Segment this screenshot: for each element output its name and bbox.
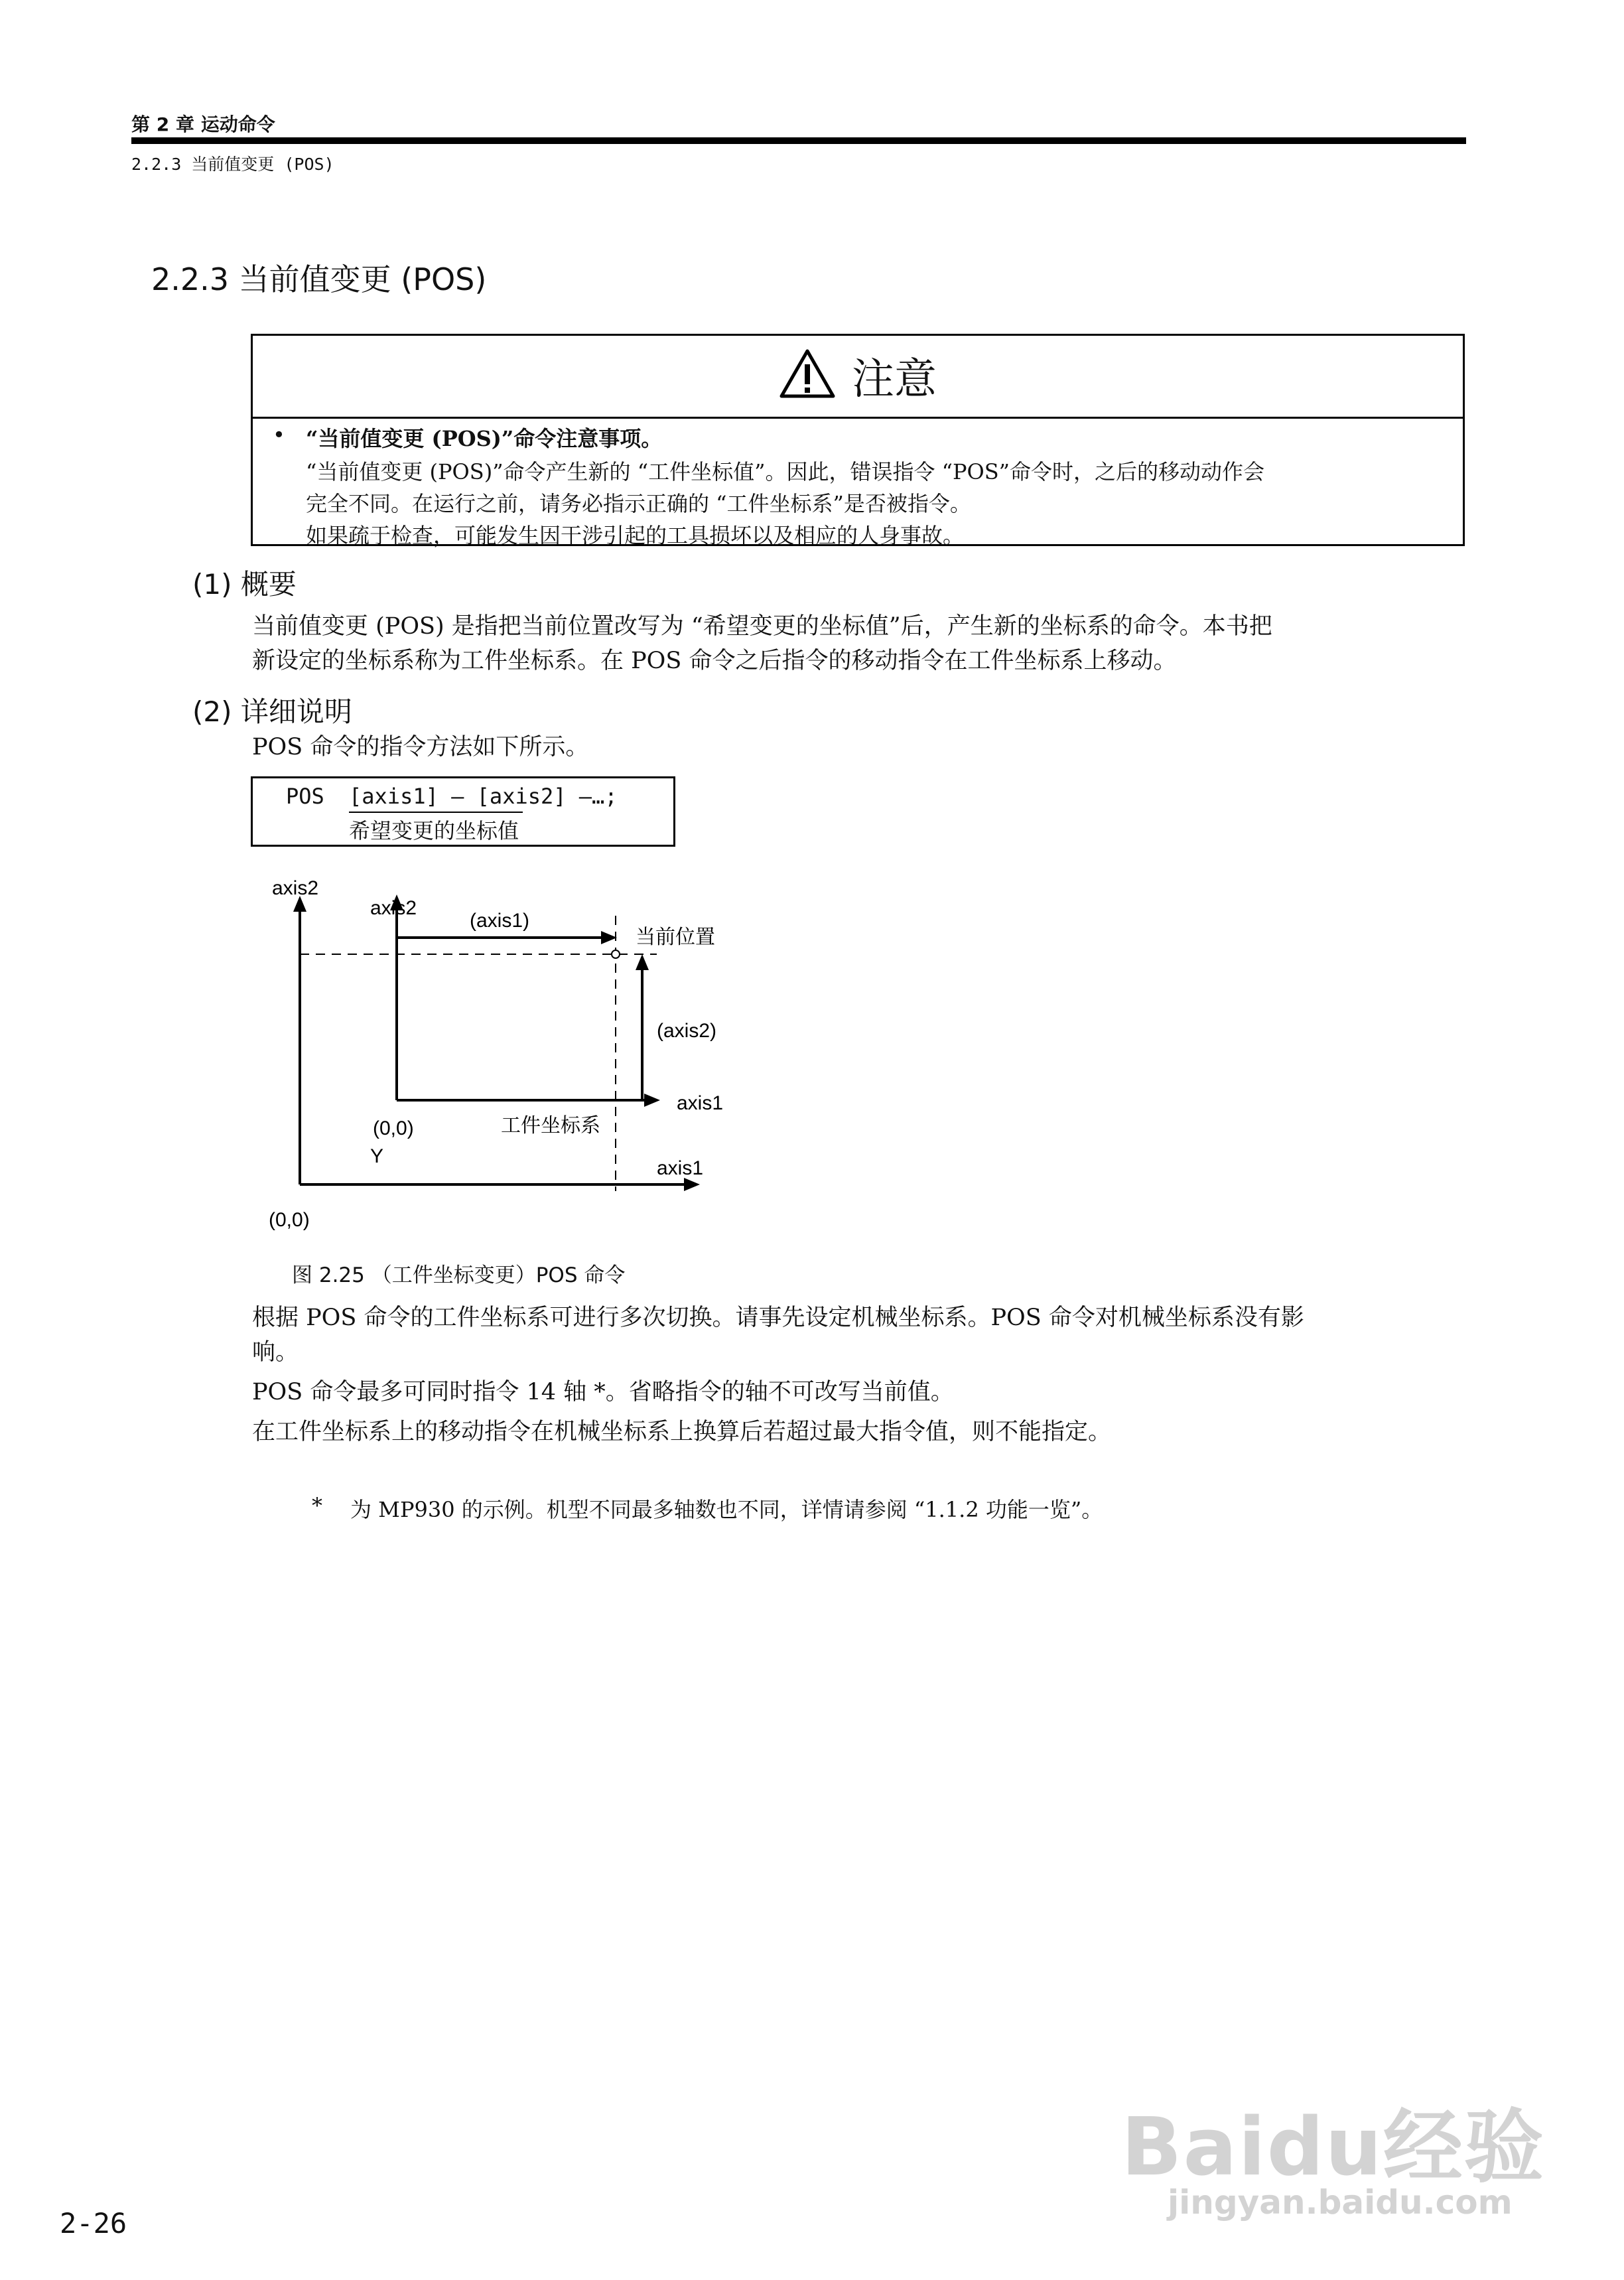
syntax-underline xyxy=(349,812,523,813)
details-heading: (2) 详细说明 xyxy=(192,695,352,728)
caution-title-row xyxy=(253,345,1463,406)
inner-origin-label: (0,0) xyxy=(373,1117,414,1139)
axis2-move-arrowhead xyxy=(636,954,649,970)
outer-y-axis-label: axis2 xyxy=(272,877,319,899)
syntax-description: 希望变更的坐标值 xyxy=(349,818,519,843)
footnote-mark: * xyxy=(312,1493,322,1518)
syntax-box xyxy=(251,776,675,847)
body-paragraph: POS 命令最多可同时指令 14 轴 *。省略指令的轴不可改写当前值。 xyxy=(252,1379,954,1405)
caution-line: 完全不同。在运行之前，请务必指示正确的 “工件坐标系”是否被指令。 xyxy=(306,491,971,516)
pos-coordinate-diagram xyxy=(259,869,763,1241)
details-intro: POS 命令的指令方法如下所示。 xyxy=(252,734,589,760)
current-position-marker xyxy=(612,950,620,958)
header-rule xyxy=(131,137,1466,144)
overview-paragraph-line: 新设定的坐标系称为工件坐标系。在 POS 命令之后指令的移动指令在工件坐标系上移动。 xyxy=(252,648,1177,674)
overview-heading: (1) 概要 xyxy=(192,568,297,601)
caution-line: “当前值变更 (POS)”命令注意事项。 xyxy=(306,426,663,451)
axis1-move-arrowhead xyxy=(601,931,617,944)
caution-title: 注意 xyxy=(852,355,937,404)
inner-y-axis-label: axis2 xyxy=(370,897,417,919)
body-paragraph-line: 响。 xyxy=(252,1339,299,1366)
baidu-watermark xyxy=(1121,2070,1546,2236)
syntax-arguments: [axis1] — [axis2] —…; xyxy=(349,784,618,809)
figure-caption: 图 2.25 （工件坐标变更）POS 命令 xyxy=(292,1263,626,1287)
work-coordinate-label: 工件坐标系 xyxy=(501,1115,600,1137)
chapter-header: 第 2 章 运动命令 xyxy=(131,113,275,135)
page-number: 2-26 xyxy=(60,2207,127,2240)
section-title: 2.2.3 当前值变更 (POS) xyxy=(151,261,487,297)
caution-header xyxy=(253,336,1463,419)
caution-bullet: • xyxy=(273,422,285,447)
outer-x-arrowhead xyxy=(684,1178,700,1191)
caution-line: 如果疏于检查，可能发生因干涉引起的工具损坏以及相应的人身事故。 xyxy=(306,523,965,548)
section-header: 2.2.3 当前值变更 (POS) xyxy=(131,155,334,174)
caution-line: “当前值变更 (POS)”命令产生新的 “工件坐标值”。因此，错误指令 “POS”命令时，之后的移动动作会 xyxy=(306,459,1265,484)
axis2-move-label: (axis2) xyxy=(657,1020,717,1042)
caution-box xyxy=(251,334,1465,546)
outer-x-axis-label: axis1 xyxy=(657,1157,704,1179)
watermark-brand: Baidu经验 xyxy=(1121,2102,1545,2194)
inner-x-arrowhead xyxy=(644,1094,660,1107)
outer-origin-label: (0,0) xyxy=(269,1209,310,1231)
axis1-move-label: (axis1) xyxy=(470,910,530,932)
inner-origin-sublabel: Y xyxy=(370,1145,384,1167)
watermark-url: jingyan.baidu.com xyxy=(1168,2183,1513,2222)
syntax-command: POS xyxy=(286,784,324,809)
footnote-text: 为 MP930 的示例。机型不同最多轴数也不同，详情请参阅 “1.1.2 功能一览”。 xyxy=(350,1497,1103,1522)
body-paragraph: 在工件坐标系上的移动指令在机械坐标系上换算后若超过最大指令值，则不能指定。 xyxy=(252,1419,1112,1445)
overview-paragraph-line: 当前值变更 (POS) 是指把当前位置改写为 “希望变更的坐标值”后，产生新的坐标系的命令。本书把 xyxy=(252,613,1272,640)
body-paragraph-line: 根据 POS 命令的工件坐标系可进行多次切换。请事先设定机械坐标系。POS 命令对机械坐标系没有影 xyxy=(252,1305,1304,1331)
warning-triangle-icon xyxy=(779,348,836,399)
current-position-label: 当前位置 xyxy=(636,926,715,948)
inner-x-axis-label: axis1 xyxy=(677,1092,724,1114)
